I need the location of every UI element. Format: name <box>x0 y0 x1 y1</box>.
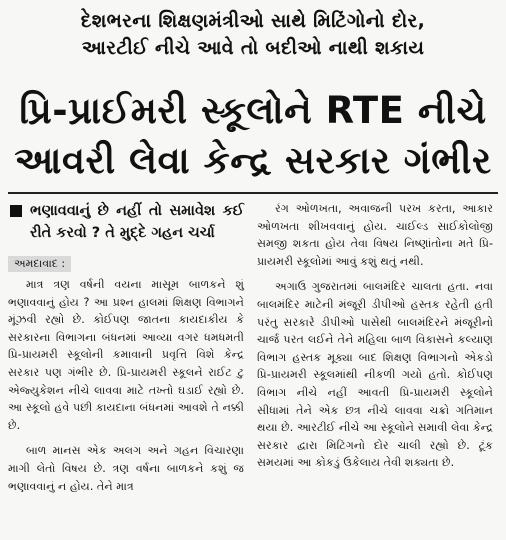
headline-line-2: આવરી લેવા કેન્દ્ર સરકાર ગંભીર <box>14 139 492 182</box>
headline-line-1: પ્રિ-પ્રાઈમરી સ્કૂલોને RTE નીચે <box>19 89 487 132</box>
left-paragraph-2: બાળ માનસ એક અલગ અને ગહન વિચારણા માગી લેતો વિષય છે. ત્રણ વર્ષના બાળકને કશું જ ભણાવવાનું ન હોય. તેને માત્ર <box>8 444 244 493</box>
left-column <box>8 200 244 495</box>
kicker-line-1: દેશભરના શિક્ષણમંત્રીઓ સાથે મિટિંગોનો દોર, <box>80 10 426 32</box>
right-paragraph-1: રંગ ઓળખતા, અવાજની પરખ કરતા, આકાર ઓળખતા શીખવવાનું હોય. ચાઈલ્ડ સાઈકોલોજી સમજી શકતા હોય તેવા વિષય નિષ્ણાંતોના મતે પ્રિ-પ્રાયમરી સ્કૂલોમાં આવું કશું થતું નથી. <box>257 202 493 268</box>
subheading-text: ભણાવવાનું છે નહીં તો સમાવેશ કઈ રીતે કરવો ? તે મુદ્દે ગહન ચર્ચા <box>30 203 244 241</box>
headline <box>0 86 506 186</box>
left-paragraph-1: માત્ર ત્રણ વર્ષની વયના માસૂમ બાળકને શું ભણાવવાનું હોય ? આ પ્રશ્ન હાલમાં શિક્ષણ વિભાગને મૂંઝવી રહ્યો છે. કોઈપણ જાતના કાયદાકીય કે સરકારના વિભાગના બંધનમાં આવ્યા વગર ધમધમતી પ્રિ-પ્રાયમરી સ્કૂલોની કમાવાની પ્રવૃત્તિ વિશે કેન્દ્ર સરકાર પણ ગંભીર છે. પ્રિ-પ્રાયમરી સ્કૂલને રાઈટ ટુ એજ્યુકેશન નીચે લાવવા માટે તખ્તો ઘડાઈ રહ્યો છે. આ સ્કૂલો હવે પછી કાયદાના બંધનમાં આવશે તે નક્કી છે. <box>8 278 244 432</box>
headline-divider <box>8 192 498 194</box>
subheading <box>8 200 244 244</box>
square-bullet-icon <box>10 205 22 217</box>
right-column <box>257 200 493 472</box>
kicker-line-2: આરટીઈ નીચે આવે તો બદીઓ નાથી શકાય <box>81 37 425 59</box>
dateline: અમદાવાદ : <box>8 256 71 272</box>
right-paragraph-2: અગાઉ ગુજરાતમાં બાલમંદિર ચાલતા હતા. નવા બાલમંદિર માટેની મંજૂરી ડીપીઓ હસ્તક રહેતી હતી પરંતુ સરકારે ડીપીઓ પાસેથી બાલમંદિરને મંજૂરીનો ચાર્જ પરત લઈને તેને મહિલા બાળ વિકાસને કલ્યાણ વિભાગ હસ્તક મૂક્યા બાદ શિક્ષણ વિભાગનો એકડો પ્રિ-પ્રાયમરી સ્કૂલમાંથી નીકળી ગયો હતો. કોઈપણ વિભાગ નીચે નહીં આવતી પ્રિ-પ્રાયમરી સ્કૂલોને સીધામાં તેને એક છત્ર નીચે લાવવા ચક્રો ગતિમાન થયા છે. આરટીઈ નીચે આ સ્કૂલોને સમાવી લેવા કેન્દ્ર સરકાર દ્વારા મિટિંગનો દોર ચાલી રહ્યો છે. ટૂંક સમયમાં આ કોકડું ઉકેલાય તેવી શક્યતા છે. <box>257 280 493 470</box>
kicker <box>0 8 506 62</box>
